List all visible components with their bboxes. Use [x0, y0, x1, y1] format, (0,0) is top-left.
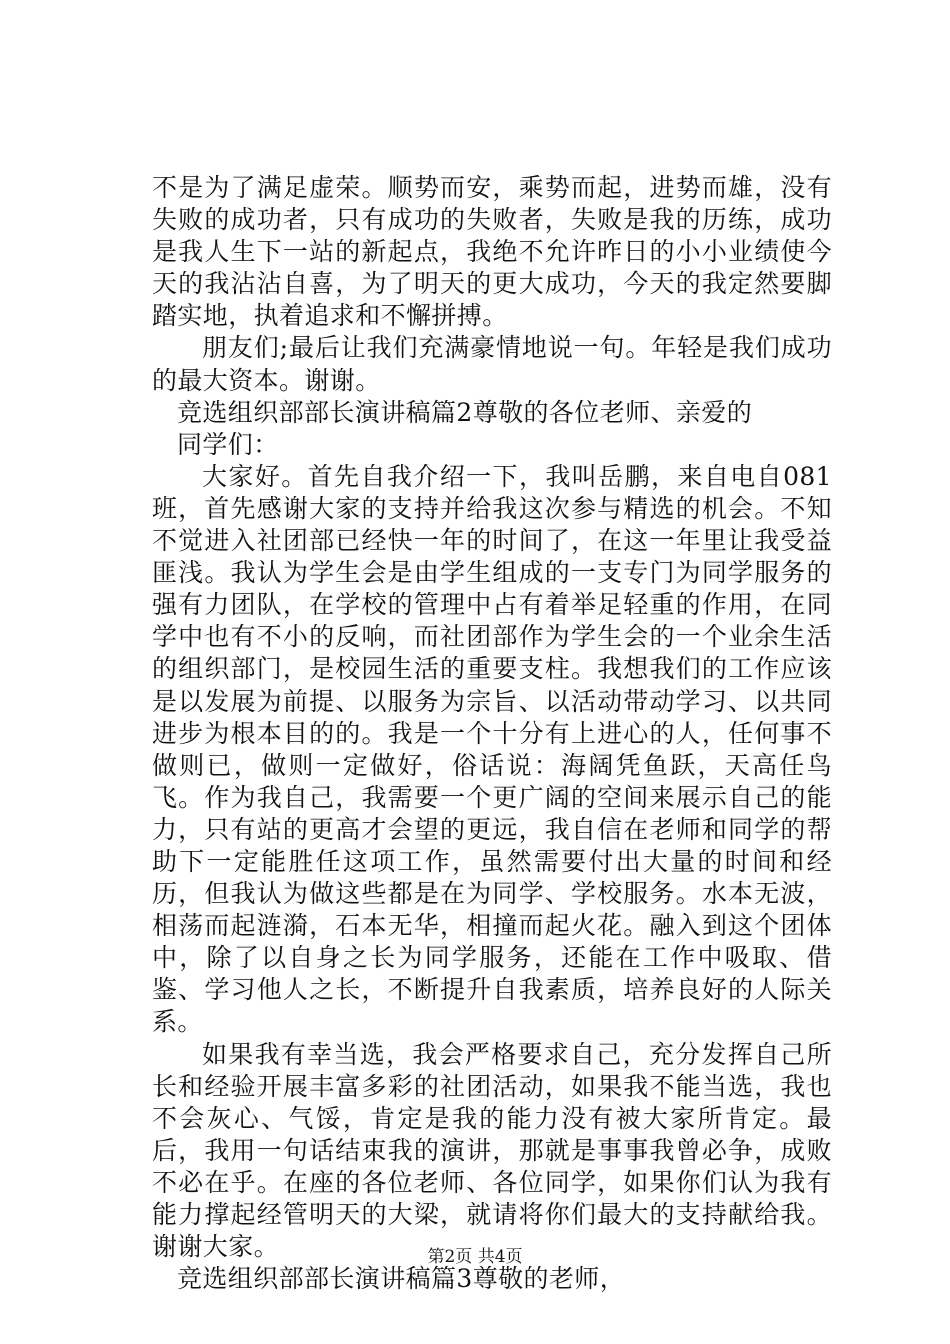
page-number-footer: 第2页 共4页 — [427, 1247, 523, 1267]
speech-heading-2: 竞选组织部部长演讲稿篇2尊敬的各位老师、亲爱的 — [177, 397, 753, 427]
paragraph-pledge: 如果我有幸当选，我会严格要求自己，充分发挥自己所长和经验开展丰富多彩的社团活动，如果我不能当选，我也不会灰心、气馁，肯定是我的能力没有被大家所肯定。最后，我用一句话结束我的演讲，那就是事事我曾必争，成败不必在乎。在座的各位老师、各位同学，如果你们认为我有能力撑起经管明天的大梁，就请将你们最大的支持献给我。谢谢大家。 — [152, 1039, 832, 1262]
paragraph-introduction: 大家好。首先自我介绍一下，我叫岳鹏，来自电自081班，首先感谢大家的支持并给我这次参与精选的机会。不知不觉进入社团部已经快一年的时间了，在这一年里让我受益匪浅。我认为学生会是由学生组成的一支专门为同学服务的强有力团队，在学校的管理中占有着举足轻重的作用，在同学中也有不小的反响，而社团部作为学生会的一个业余生活的组织部门，是校园生活的重要支柱。我想我们的工作应该是以发展为前提、以服务为宗旨、以活动带动学习、以共同进步为根本目的的。我是一个十分有上进心的人，任何事不做则已，做则一定做好，俗话说：海阔凭鱼跃，天高任鸟飞。作为我自己，我需要一个更广阔的空间来展示自己的能力，只有站的更高才会望的更远，我自信在老师和同学的帮助下一定能胜任这项工作，虽然需要付出大量的时间和经历，但我认为做这些都是在为同学、学校服务。水本无波，相荡而起涟漪，石本无华，相撞而起火花。融入到这个团体中，除了以自身之长为同学服务，还能在工作中吸取、借鉴、学习他人之长，不断提升自我素质，培养良好的人际关系。 — [152, 461, 832, 1037]
document-body — [152, 172, 832, 1295]
speech-salutation-2: 同学们： — [177, 429, 279, 459]
paragraph-continuation: 不是为了满足虚荣。顺势而安，乘势而起，进势而雄，没有失败的成功者，只有成功的失败者，失败是我的历练，成功是我人生下一站的新起点，我绝不允许昨日的小小业绩使今天的我沾沾自喜，为了明天的更大成功，今天的我定然要脚踏实地，执着追求和不懈拼搏。 — [152, 173, 832, 331]
paragraph-closing: 朋友们;最后让我们充满豪情地说一句。年轻是我们成功的最大资本。谢谢。 — [152, 333, 832, 395]
speech-heading-3: 竞选组织部部长演讲稿篇3尊敬的老师， — [177, 1264, 626, 1294]
